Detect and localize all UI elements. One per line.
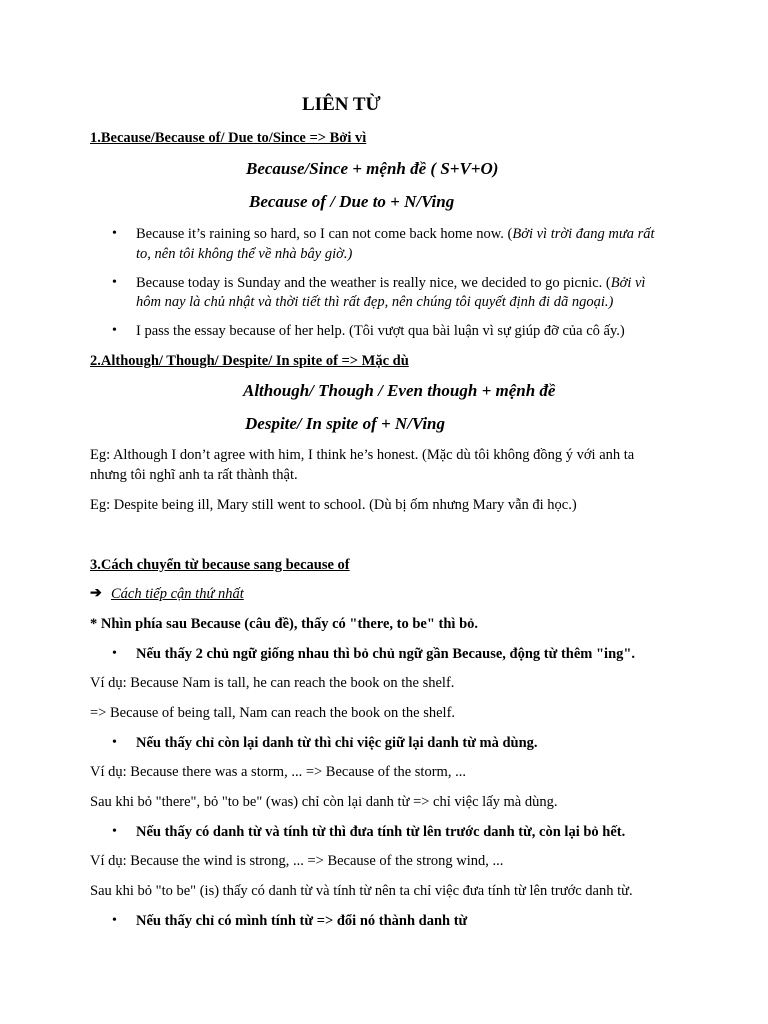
arrow-right-icon: ➔ <box>90 586 102 601</box>
section-2-formula-1: Although/ Though / Even though + mệnh đề <box>243 381 556 400</box>
bullet-icon: • <box>112 824 117 839</box>
rule-2-example-line-1: Ví dụ: Because there was a storm, ... => Because of the storm, ... <box>90 764 466 780</box>
section-2-example-1-line-2: nhưng tôi nghĩ anh ta rất thành thật. <box>90 467 298 483</box>
rule-1: Nếu thấy 2 chủ ngữ giống nhau thì bỏ chủ ngữ gần Because, động từ thêm "ing". <box>136 646 636 662</box>
page-title: LIÊN TỪ <box>302 94 381 115</box>
section-2-example-2: Eg: Despite being ill, Mary still went to school. (Dù bị ốm nhưng Mary vẫn đi học.) <box>90 497 577 513</box>
section-2-formula-2: Despite/ In spite of + N/Ving <box>245 414 446 433</box>
bullet-icon: • <box>112 913 117 928</box>
bullet-icon: • <box>112 323 117 338</box>
rule-1-example-line-2: => Because of being tall, Nam can reach the book on the shelf. <box>90 705 456 721</box>
rule-intro: * Nhìn phía sau Because (câu đề), thấy có "there, to be" thì bỏ. <box>90 616 479 632</box>
section-1-formula-2: Because of / Due to + N/Ving <box>249 192 455 211</box>
section-1-example-1-line-2: to, nên tôi không thể về nhà bây giờ.) <box>136 246 353 262</box>
rule-2: Nếu thấy chỉ còn lại danh từ thì chỉ việc giữ lại danh từ mà dùng. <box>136 735 538 751</box>
rule-4: Nếu thấy chỉ có mình tính từ => đổi nó thành danh từ <box>136 913 468 929</box>
section-1-example-2-line-2: hôm nay là chủ nhật và thời tiết thì rất đẹp, nên chúng tôi quyết định đi dã ngoại.) <box>136 294 614 310</box>
section-1-example-3: I pass the essay because of her help. (Tôi vượt qua bài luận vì sự giúp đỡ của cô ấy.) <box>136 323 625 339</box>
bullet-icon: • <box>112 735 117 750</box>
rule-3-example-line-1: Ví dụ: Because the wind is strong, ... => Because of the strong wind, ... <box>90 853 504 869</box>
approach-label: Cách tiếp cận thứ nhất <box>111 586 244 602</box>
section-1-formula-1: Because/Since + mệnh đề ( S+V+O) <box>246 159 499 178</box>
bullet-icon: • <box>112 275 117 290</box>
section-3-heading: 3.Cách chuyển từ because sang because of <box>90 557 350 573</box>
rule-1-example-line-1: Ví dụ: Because Nam is tall, he can reach the book on the shelf. <box>90 675 455 691</box>
section-2-example-1-line-1: Eg: Although I don’t agree with him, I think he’s honest. (Mặc dù tôi không đồng ý với anh ta <box>90 447 635 463</box>
rule-2-example-line-2: Sau khi bỏ "there", bỏ "to be" (was) chỉ còn lại danh từ => chỉ việc lấy mà dùng. <box>90 794 558 810</box>
rule-3: Nếu thấy có danh từ và tính từ thì đưa tính từ lên trước danh từ, còn lại bỏ hết. <box>136 824 626 840</box>
bullet-icon: • <box>112 226 117 241</box>
section-1-heading: 1.Because/Because of/ Due to/Since => Bởi vì <box>90 130 367 146</box>
section-2-heading: 2.Although/ Though/ Despite/ In spite of => Mặc dù <box>90 353 409 369</box>
bullet-icon: • <box>112 646 117 661</box>
rule-3-example-line-2: Sau khi bỏ "to be" (is) thấy có danh từ và tính từ nên ta chỉ việc đưa tính từ lên trước danh từ. <box>90 883 633 899</box>
section-1-example-2-line-1: Because today is Sunday and the weather is really nice, we decided to go picnic. (Bởi vì <box>136 275 646 291</box>
section-1-example-1-line-1: Because it’s raining so hard, so I can not come back home now. (Bởi vì trời đang mưa rất <box>136 226 655 242</box>
